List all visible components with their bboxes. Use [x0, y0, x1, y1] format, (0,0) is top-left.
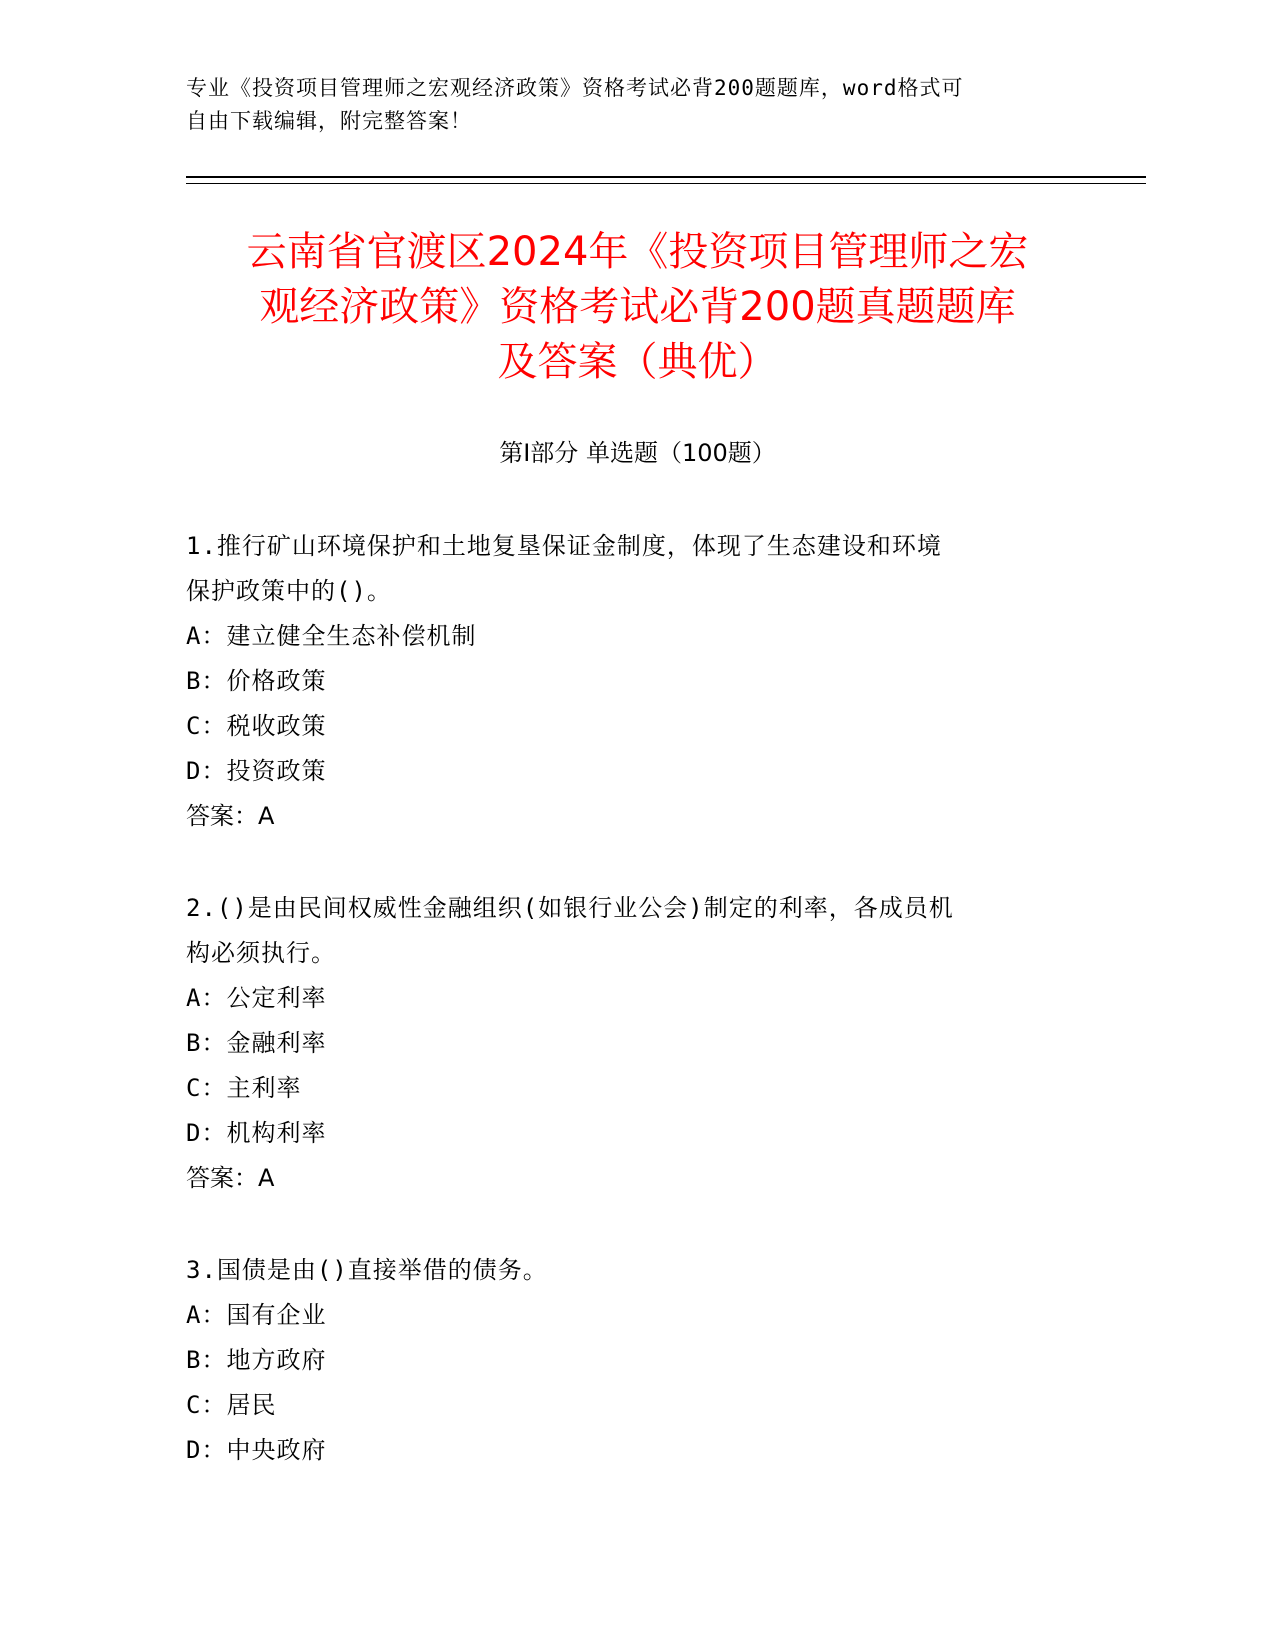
answer: 答案：A	[186, 1164, 275, 1192]
document-title	[120, 225, 1155, 390]
option-b: B：价格政策	[186, 667, 327, 695]
question-stem-line: 构必须执行。	[186, 939, 336, 967]
title-line-2: 观经济政策》资格考试必背200题真题题库	[259, 284, 1016, 330]
question-1	[186, 524, 1066, 839]
header-rule-thin	[186, 183, 1146, 184]
option-a: A：建立健全生态补偿机制	[186, 622, 477, 650]
option-b: B：金融利率	[186, 1029, 327, 1057]
question-stem-line: 1.推行矿山环境保护和土地复垦保证金制度，体现了生态建设和环境	[186, 532, 942, 560]
answer: 答案：A	[186, 802, 275, 830]
header-note-line-2: 自由下载编辑，附完整答案！	[186, 109, 472, 133]
question-3	[186, 1248, 1066, 1473]
option-a: A：国有企业	[186, 1301, 327, 1329]
header-note-line-1: 专业《投资项目管理师之宏观经济政策》资格考试必背200题题库，word格式可	[186, 76, 964, 100]
option-a: A：公定利率	[186, 984, 327, 1012]
question-2	[186, 886, 1066, 1201]
question-stem-line: 保护政策中的()。	[186, 577, 392, 605]
option-c: C：主利率	[186, 1074, 302, 1102]
option-b: B：地方政府	[186, 1346, 327, 1374]
option-d: D：机构利率	[186, 1119, 327, 1147]
header-rule-thick	[186, 176, 1146, 178]
question-stem-line: 2.()是由民间权威性金融组织(如银行业公会)制定的利率，各成员机	[186, 894, 954, 922]
question-stem-line: 3.国债是由()直接举借的债务。	[186, 1256, 548, 1284]
option-c: C：税收政策	[186, 712, 327, 740]
title-line-1: 云南省官渡区2024年《投资项目管理师之宏	[246, 229, 1029, 275]
option-d: D：中央政府	[186, 1436, 327, 1464]
option-c: C：居民	[186, 1391, 277, 1419]
header-note	[186, 72, 1066, 138]
section-heading: 第Ⅰ部分 单选题（100题）	[499, 439, 776, 467]
option-d: D：投资政策	[186, 757, 327, 785]
title-line-3: 及答案（典优）	[497, 339, 778, 385]
